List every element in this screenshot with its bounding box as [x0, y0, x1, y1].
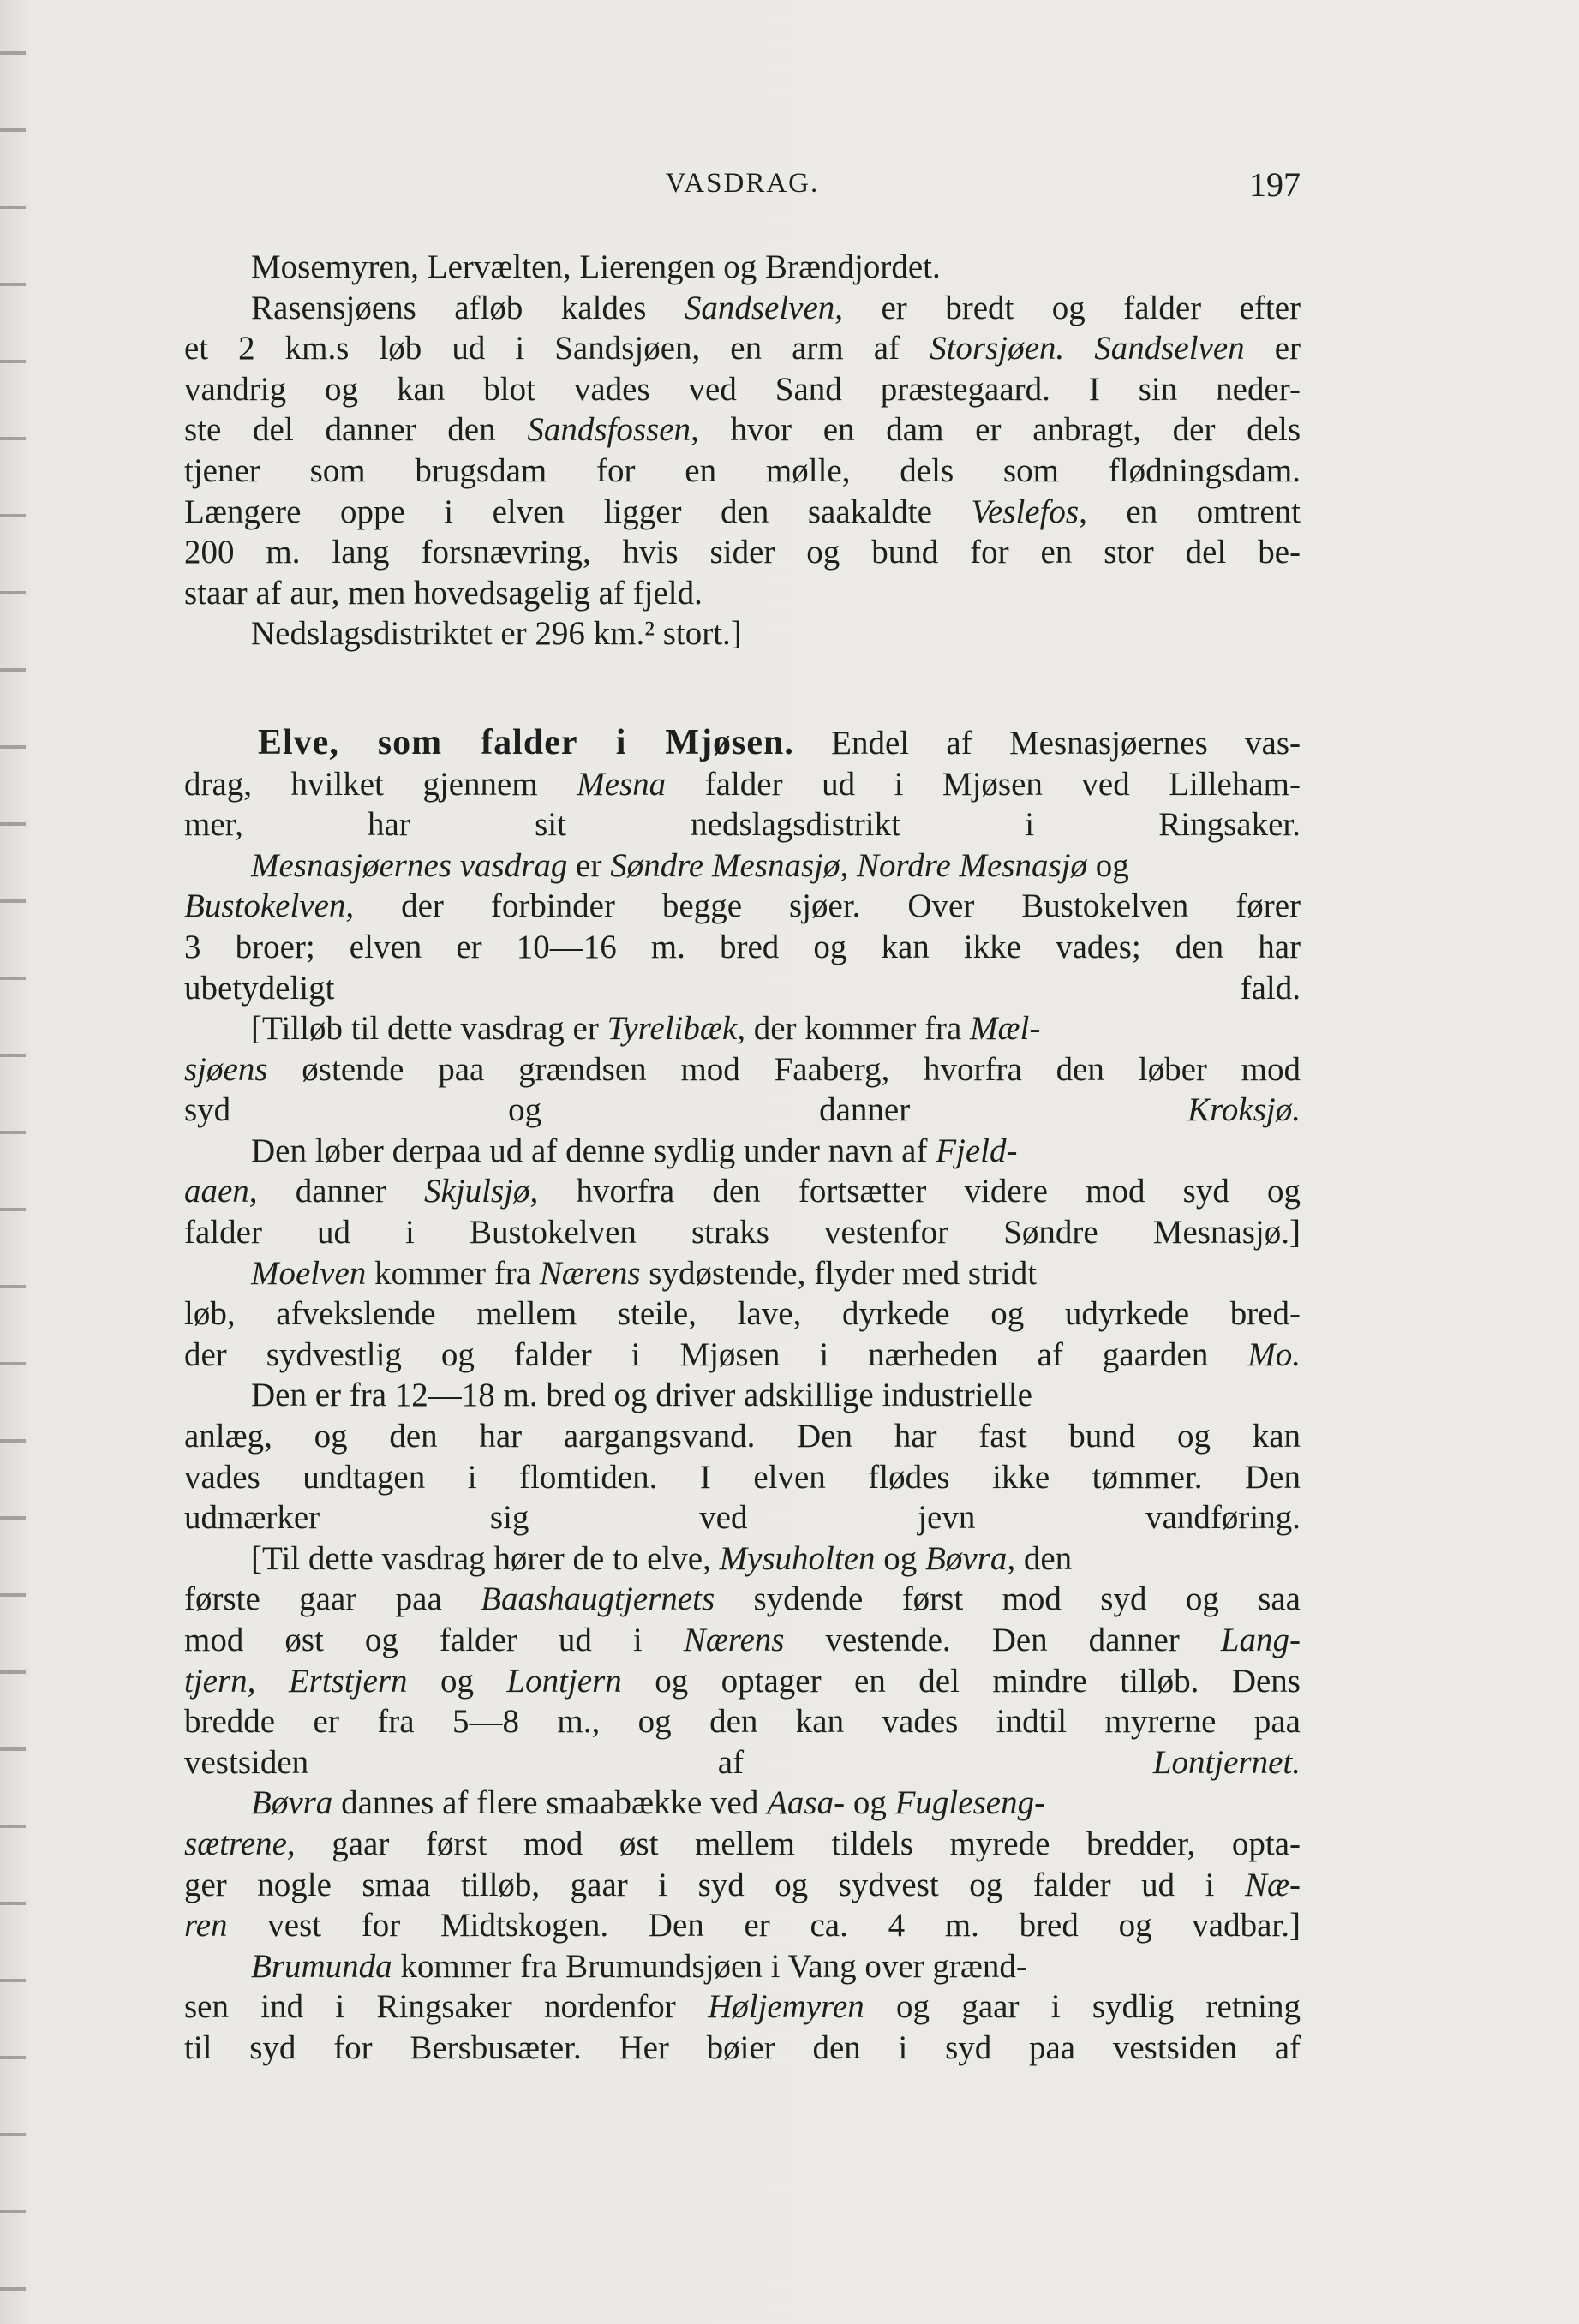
- text-line: [184, 1946, 1301, 1987]
- italic-place-name: Lontjern: [506, 1662, 622, 1700]
- italic-place-name: Moelven: [251, 1254, 367, 1292]
- text-line: [184, 1620, 1301, 1661]
- text-run: [1064, 330, 1094, 367]
- text-run: [184, 1948, 251, 1985]
- text-run: er: [1244, 330, 1301, 367]
- text-line: [184, 845, 1301, 887]
- text-line: [184, 1701, 1301, 1742]
- italic-place-name: Mesna: [577, 765, 667, 803]
- italic-place-name: tjern, Ertstjern: [184, 1662, 408, 1700]
- text-run: dannes af flere smaabække ved: [332, 1784, 768, 1822]
- text-run: 3 broer; elven er 10—16 m. bred og kan ikke vades; den har: [184, 928, 1301, 965]
- text-line: [184, 2028, 1301, 2069]
- italic-place-name: Lontjernet.: [1152, 1743, 1301, 1781]
- text-line: [184, 968, 1301, 1009]
- text-run: [184, 1255, 251, 1292]
- text-line: [184, 1905, 1301, 1946]
- text-line: [184, 1212, 1301, 1253]
- text-run: Nedslagsdistriktet er 296 km.² stort.]: [184, 615, 742, 653]
- text-run: anlæg, og den har aargangsvand. Den har fast bund og kan: [184, 1418, 1301, 1455]
- text-run: sen ind i Ringsaker nordenfor: [184, 1988, 709, 2026]
- text-run: vandrig og kan blot vades ved Sand præstegaard. I sin neder-: [184, 370, 1301, 408]
- text-run: ubetydeligt fald.: [184, 969, 1301, 1007]
- text-run: syd og danner: [184, 1091, 1188, 1129]
- text-run: danner: [257, 1173, 425, 1210]
- text-run: [184, 1784, 251, 1821]
- text-line: [184, 409, 1301, 451]
- text-line: [184, 492, 1301, 533]
- page-number: 197: [1249, 165, 1301, 204]
- text-line: [184, 1049, 1301, 1090]
- italic-place-name: Mo.: [1247, 1335, 1301, 1373]
- italic-place-name: Lang-: [1220, 1622, 1301, 1658]
- text-line: [184, 573, 1301, 614]
- text-run: Den løber derpaa ud af denne sydlig under navn af: [184, 1132, 936, 1169]
- text-run: hvor en dam er anbragt, der dels: [698, 411, 1301, 449]
- italic-place-name: Aasa-: [767, 1784, 846, 1822]
- text-line: [184, 804, 1301, 845]
- text-line: [184, 1293, 1301, 1335]
- text-run: vestsiden af: [184, 1743, 1153, 1781]
- text-line: [184, 1335, 1301, 1376]
- text-line: [184, 1375, 1301, 1416]
- text-run: kommer fra: [366, 1254, 540, 1292]
- italic-place-name: Bøvra,: [925, 1539, 1016, 1577]
- italic-place-name: ren: [184, 1907, 228, 1945]
- text-run: der sydvestlig og falder i Mjøsen i nærheden af gaarden: [184, 1335, 1248, 1373]
- text-run: og optager en del mindre tilløb. Dens: [621, 1662, 1301, 1700]
- text-run: mod øst og falder ud i: [184, 1622, 684, 1658]
- text-run: 200 m. lang forsnævring, hvis sider og bund for en stor del be-: [184, 534, 1301, 571]
- italic-place-name: Mæl-: [970, 1010, 1041, 1048]
- text-line: [184, 1008, 1301, 1049]
- text-run: kommer fra Brumundsjøen i Vang over grænd-: [392, 1947, 1027, 1985]
- text-run: sydende først mod syd og saa: [715, 1580, 1301, 1618]
- italic-place-name: Tyrelibæk,: [607, 1010, 745, 1048]
- text-line: [184, 1986, 1301, 2028]
- italic-place-name: Kroksjø.: [1187, 1091, 1301, 1129]
- text-run: Mosemyren, Lervælten, Lierengen og Brændjordet.: [184, 248, 941, 285]
- text-run: Længere oppe i elven ligger den saakaldte: [184, 493, 972, 530]
- text-line: [184, 1865, 1301, 1906]
- text-line: [184, 1131, 1301, 1172]
- text-run: Endel af Mesnasjøernes vas-: [793, 724, 1301, 762]
- text-run: til syd for Bersbusæter. Her bøier den i syd paa vestsiden af: [184, 2028, 1301, 2066]
- text-run: østende paa grændsen mod Faaberg, hvorfra den løber mod: [267, 1050, 1301, 1088]
- running-head: VASDRAG.: [665, 168, 820, 199]
- text-line: [184, 1538, 1301, 1580]
- text-line: [184, 1783, 1301, 1824]
- text-run: ger nogle smaa tilløb, gaar i syd og sydvest og falder ud i: [184, 1866, 1245, 1903]
- text-line: [184, 764, 1301, 805]
- italic-place-name: sætrene,: [184, 1825, 296, 1862]
- italic-place-name: Skjulsjø,: [424, 1173, 539, 1210]
- text-line: [184, 328, 1301, 369]
- text-line: [184, 1253, 1301, 1294]
- text-run: [184, 847, 251, 884]
- italic-place-name: Storsjøen.: [930, 330, 1065, 367]
- italic-place-name: Nærens: [539, 1254, 641, 1292]
- text-line: [184, 1090, 1301, 1131]
- italic-place-name: Sandselven: [1094, 330, 1245, 367]
- text-run: Den er fra 12—18 m. bred og driver adskillige industrielle: [184, 1377, 1032, 1414]
- text-line: [184, 451, 1301, 492]
- text-run: og: [875, 1539, 926, 1577]
- text-line: [184, 723, 1301, 764]
- text-run: [Tilløb til dette vasdrag er: [184, 1010, 607, 1048]
- text-run: sydøstende, flyder med stridt: [640, 1254, 1038, 1292]
- text-run: udmærker sig ved jevn vandføring.: [184, 1499, 1301, 1537]
- section-gap: [184, 654, 1301, 723]
- text-run: hvorfra den fortsætter videre mod syd og: [538, 1173, 1301, 1210]
- text-line: [184, 369, 1301, 410]
- text-run: første gaar paa: [184, 1580, 481, 1618]
- text-run: den: [1015, 1539, 1073, 1577]
- text-run: er: [567, 846, 611, 884]
- text-run: gaar først mod øst mellem tildels myrede bredder, opta-: [295, 1825, 1301, 1862]
- italic-place-name: Baashaugtjernets: [481, 1580, 715, 1618]
- text-line: [184, 886, 1301, 927]
- text-run: og: [407, 1662, 507, 1700]
- text-line: [184, 613, 1301, 654]
- italic-place-name: Veslefos,: [971, 493, 1087, 530]
- text-run: falder ud i Mjøsen ved Lilleham-: [666, 765, 1301, 803]
- text-run: og: [1087, 846, 1129, 884]
- text-line: [184, 532, 1301, 573]
- text-run: falder ud i Bustokelven straks vestenfor Søndre Mesnasjø.]: [184, 1214, 1301, 1252]
- text-line: [184, 927, 1301, 968]
- italic-place-name: sjøens: [184, 1050, 268, 1088]
- body-text: [184, 247, 1301, 2069]
- italic-place-name: Mesnasjøernes vasdrag: [251, 846, 568, 884]
- text-line: [184, 288, 1301, 329]
- text-line: [184, 1416, 1301, 1457]
- text-line: [184, 1171, 1301, 1212]
- text-run: [Til dette vasdrag hører de to elve,: [184, 1539, 720, 1577]
- page-header: [184, 165, 1301, 209]
- italic-place-name: Fjeld-: [936, 1132, 1018, 1169]
- italic-place-name: Sandselven,: [684, 289, 844, 326]
- text-run: vestende. Den danner: [784, 1622, 1221, 1658]
- text-line: [184, 247, 1301, 288]
- page-edge-shadow: [0, 0, 26, 2324]
- text-run: bredde er fra 5—8 m., og den kan vades indtil myrerne paa: [184, 1703, 1301, 1741]
- text-run: staar af aur, men hovedsagelig af fjeld.: [184, 574, 703, 612]
- text-line: [184, 1824, 1301, 1865]
- italic-place-name: Brumunda: [251, 1947, 392, 1985]
- text-line: [184, 1457, 1301, 1498]
- text-run: et 2 km.s løb ud i Sandsjøen, en arm af: [184, 330, 930, 367]
- italic-place-name: aaen,: [184, 1173, 258, 1210]
- italic-place-name: Bustokelven,: [184, 887, 355, 925]
- italic-place-name: Bøvra: [251, 1784, 333, 1822]
- text-run: mer, har sit nedslagsdistrikt i Ringsaker.: [184, 806, 1301, 844]
- text-run: og: [845, 1784, 895, 1822]
- text-run: der kommer fra: [745, 1010, 971, 1048]
- text-line: [184, 1661, 1301, 1702]
- italic-place-name: Søndre Mesnasjø, Nordre Mesnasjø: [610, 846, 1088, 884]
- text-run: løb, afvekslende mellem steile, lave, dyrkede og udyrkede bred-: [184, 1295, 1301, 1333]
- text-line: [184, 1579, 1301, 1620]
- italic-place-name: Næ-: [1244, 1866, 1301, 1903]
- text-run: en omtrent: [1086, 493, 1301, 530]
- text-run: vest for Midtskogen. Den er ca. 4 m. bred og vadbar.]: [227, 1907, 1301, 1945]
- italic-place-name: Fugleseng-: [894, 1784, 1046, 1822]
- text-run: Rasensjøens afløb kaldes: [184, 289, 685, 326]
- text-run: drag, hvilket gjennem: [184, 765, 577, 803]
- text-run: er bredt og falder efter: [843, 289, 1301, 326]
- text-run: der forbinder begge sjøer. Over Bustokelven fører: [354, 887, 1301, 925]
- text-line: [184, 1742, 1301, 1783]
- italic-place-name: Mysuholten: [719, 1539, 876, 1577]
- italic-place-name: Høljemyren: [708, 1988, 864, 2026]
- text-run: vades undtagen i flomtiden. I elven flødes ikke tømmer. Den: [184, 1458, 1301, 1496]
- text-line: [184, 1497, 1301, 1538]
- text-run: tjener som brugsdam for en mølle, dels som flødningsdam.: [184, 451, 1301, 489]
- section-heading: Elve, som falder i Mjøsen.: [184, 722, 794, 762]
- text-run: ste del danner den: [184, 411, 528, 449]
- italic-place-name: Sandsfossen,: [527, 411, 699, 449]
- italic-place-name: Nærens: [683, 1622, 785, 1658]
- text-run: og gaar i sydlig retning: [864, 1988, 1301, 2026]
